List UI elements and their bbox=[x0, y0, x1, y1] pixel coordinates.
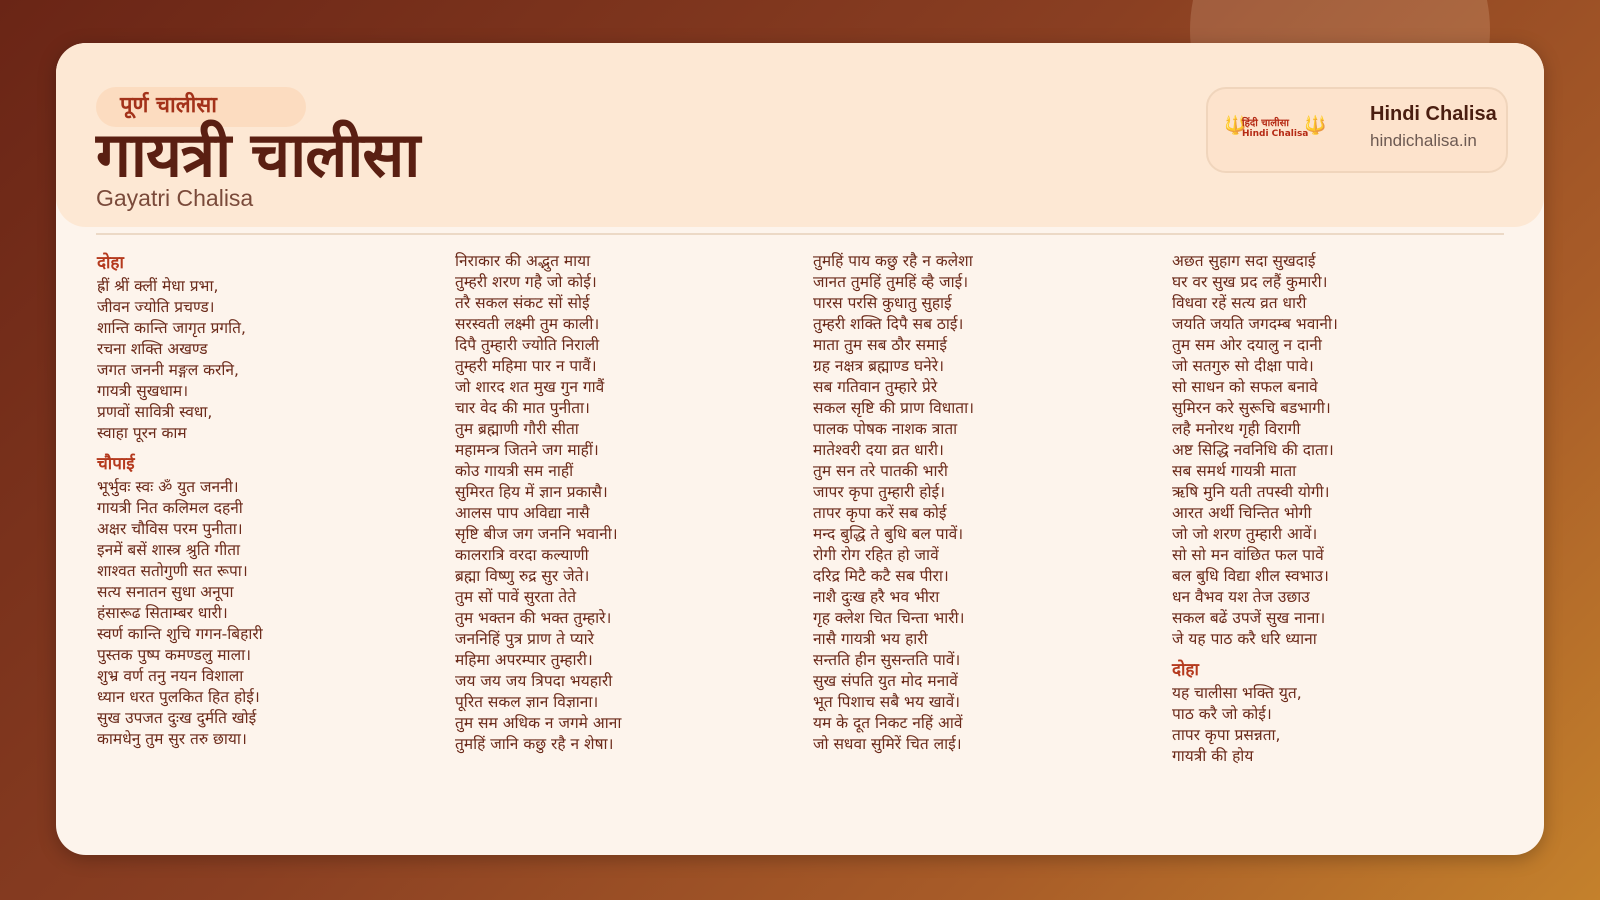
verse-line: भूत पिशाच सबै भय खावें। bbox=[813, 693, 961, 711]
verse-line: शाश्वत सतोगुणी सत रूपा। bbox=[97, 562, 248, 580]
verse-line: तुमहिं जानि कछु रहै न शेषा। bbox=[455, 735, 614, 753]
verse-line: सकल सृष्टि की प्राण विधाता। bbox=[813, 399, 975, 417]
verse-line: पालक पोषक नाशक त्राता bbox=[813, 420, 958, 438]
verse-line: ह्रीं श्रीं क्लीं मेधा प्रभा, bbox=[97, 277, 219, 295]
verse-column-3 bbox=[813, 251, 1153, 755]
verse-line: विधवा रहें सत्य व्रत धारी bbox=[1172, 294, 1307, 312]
verse-line: सृष्टि बीज जग जननि भवानी। bbox=[455, 525, 618, 543]
verse-line: ग्रह नक्षत्र ब्रह्माण्ड घनेरे। bbox=[813, 357, 944, 375]
verse-line: माता तुम सब ठौर समाई bbox=[813, 336, 948, 354]
verse-line: जानत तुमहिं तुमहिं व्है जाई। bbox=[813, 273, 969, 291]
verse-line: इनमें बसें शास्त्र श्रुति गीता bbox=[97, 541, 241, 559]
section-heading: चौपाई bbox=[97, 454, 135, 474]
verse-line: ब्रह्मा विष्णु रुद्र सुर जेते। bbox=[455, 567, 590, 585]
verse-line: नासै गायत्री भय हारी bbox=[813, 630, 928, 648]
verse-line: जो सतगुरु सो दीक्षा पावे। bbox=[1172, 357, 1314, 375]
trishul-icon: 🔱 bbox=[1224, 115, 1247, 136]
verse-line: भूर्भुवः स्वः ॐ युत जननी। bbox=[97, 478, 239, 496]
brand-url[interactable]: hindichalisa.in bbox=[1370, 131, 1477, 150]
verse-line: स्वाहा पूरन काम bbox=[97, 424, 187, 442]
header bbox=[56, 43, 1544, 227]
verse-line: तुमहिं पाय कछु रहै न कलेशा bbox=[813, 252, 973, 270]
verse-line: सब समर्थ गायत्री माता bbox=[1172, 462, 1297, 480]
verse-line: जयति जयति जगदम्ब भवानी। bbox=[1172, 315, 1338, 333]
brand-badge[interactable] bbox=[1206, 87, 1508, 173]
verse-column-2 bbox=[455, 251, 795, 755]
verse-line: रचना शक्ति अखण्ड bbox=[97, 340, 208, 358]
verse-line: गायत्री नित कलिमल दहनी bbox=[97, 499, 243, 517]
verse-line: गायत्री की होय bbox=[1172, 747, 1254, 765]
verse-line: पारस परसि कुधातु सुहाई bbox=[813, 294, 952, 312]
verse-line: जीवन ज्योति प्रचण्ड। bbox=[97, 298, 215, 316]
verse-line: सब गतिवान तुम्हारे प्रेरे bbox=[813, 378, 938, 396]
verse-section bbox=[455, 251, 795, 755]
verse-line: तुम सों पावें सुरता तेते bbox=[455, 588, 577, 606]
verse-line: तुम भक्तन की भक्त तुम्हारे। bbox=[455, 609, 612, 627]
verse-line: यम के दूत निकट नहिं आवें bbox=[813, 714, 963, 732]
verse-line: पुस्तक पुष्प कमण्डलु माला। bbox=[97, 646, 251, 664]
verse-line: यह चालीसा भक्ति युत, bbox=[1172, 684, 1302, 702]
verse-line: अक्षर चौविस परम पुनीता। bbox=[97, 520, 243, 538]
verse-line: दरिद्र मिटै कटै सब पीरा। bbox=[813, 567, 949, 585]
brand-logo bbox=[1224, 115, 1327, 145]
verse-line: महिमा अपरम्पार तुम्हारी। bbox=[455, 651, 593, 669]
verse-section bbox=[813, 251, 1153, 755]
verse-line: सुख उपजत दुःख दुर्मति खोई bbox=[97, 709, 257, 727]
verse-line: जय जय जय त्रिपदा भयहारी bbox=[455, 672, 613, 690]
verse-line: सो साधन को सफल बनावे bbox=[1172, 378, 1318, 396]
verse-line: ऋषि मुनि यती तपस्वी योगी। bbox=[1172, 483, 1330, 501]
verse-line: तुम ब्रह्माणी गौरी सीता bbox=[455, 420, 579, 438]
verse-line: आलस पाप अविद्या नासै bbox=[455, 504, 590, 522]
verse-line: तुम्हरी महिमा पार न पावैं। bbox=[455, 357, 597, 375]
verse-line: बल बुधि विद्या शील स्वभाउ। bbox=[1172, 567, 1329, 585]
verse-line: प्रणवों सावित्री स्वधा, bbox=[97, 403, 213, 421]
page-subtitle: Gayatri Chalisa bbox=[96, 185, 254, 211]
verse-line: लहै मनोरथ गृही विरागी bbox=[1172, 420, 1301, 438]
verse-line: गृह क्लेश चित चिन्ता भारी। bbox=[813, 609, 965, 627]
logo-english-text: Hindi Chalisa bbox=[1242, 129, 1309, 139]
verse-line: सो सो मन वांछित फल पावें bbox=[1172, 546, 1324, 564]
verse-line: सुमिरत हिय में ज्ञान प्रकासै। bbox=[455, 483, 608, 501]
verse-line: महामन्त्र जितने जग माहीं। bbox=[455, 441, 599, 459]
verse-line: सरस्वती लक्ष्मी तुम काली। bbox=[455, 315, 600, 333]
verse-line: सुख संपति युत मोद मनावें bbox=[813, 672, 958, 690]
verse-section bbox=[97, 251, 437, 444]
verse-line: घर वर सुख प्रद लहैं कुमारी। bbox=[1172, 273, 1328, 291]
verse-line: अछत सुहाग सदा सुखदाई bbox=[1172, 252, 1316, 270]
verse-line: अष्ट सिद्धि नवनिधि की दाता। bbox=[1172, 441, 1334, 459]
verse-line: तापर कृपा करें सब कोई bbox=[813, 504, 947, 522]
verse-line: शान्ति कान्ति जागृत प्रगति, bbox=[97, 319, 246, 337]
verse-line: ध्यान धरत पुलकित हित होई। bbox=[97, 688, 260, 706]
verse-line: तुम्हरी शरण गहै जो कोई। bbox=[455, 273, 597, 291]
verse-line: तुम सम अधिक न जगमे आना bbox=[455, 714, 622, 732]
verse-column-4 bbox=[1172, 251, 1512, 767]
verse-line: हंसारूढ सिताम्बर धारी। bbox=[97, 604, 228, 622]
logo-hindi-text: हिंदी चालीसा bbox=[1242, 118, 1289, 129]
verse-line: जापर कृपा तुम्हारी होई। bbox=[813, 483, 946, 501]
verse-line: जे यह पाठ करै धरि ध्याना bbox=[1172, 630, 1317, 648]
verse-line: जननिहिं पुत्र प्राण ते प्यारे bbox=[455, 630, 594, 648]
verse-line: कामधेनु तुम सुर तरु छाया। bbox=[97, 730, 247, 748]
verse-line: सकल बढें उपजें सुख नाना। bbox=[1172, 609, 1326, 627]
verse-line: शुभ्र वर्ण तनु नयन विशाला bbox=[97, 667, 244, 685]
verse-line: निराकार की अद्भुत माया bbox=[455, 252, 591, 270]
category-tag-label: पूर्ण चालीसा bbox=[120, 93, 217, 118]
verse-line: गायत्री सुखधाम। bbox=[97, 382, 189, 400]
verse-line: जो जो शरण तुम्हारी आवें। bbox=[1172, 525, 1318, 543]
verse-section bbox=[1172, 251, 1512, 650]
verse-line: कोउ गायत्री सम नाहीं bbox=[455, 462, 574, 480]
verse-line: मन्द बुद्धि ते बुधि बल पावें। bbox=[813, 525, 964, 543]
verse-line: धन वैभव यश तेज उछाउ bbox=[1172, 588, 1310, 606]
verse-section bbox=[1172, 658, 1512, 767]
trishul-icon: 🔱 bbox=[1304, 115, 1327, 136]
verse-line: तरै सकल संकट सों सोई bbox=[455, 294, 590, 312]
section-heading: दोहा bbox=[1172, 660, 1199, 680]
verse-column-1 bbox=[97, 251, 437, 750]
chalisa-card bbox=[56, 43, 1544, 855]
verse-line: सुमिरन करे सुरूचि बडभागी। bbox=[1172, 399, 1331, 417]
verse-line: दिपै तुम्हारी ज्योति निराली bbox=[455, 336, 600, 354]
verse-line: सत्य सनातन सुधा अनूपा bbox=[97, 583, 234, 601]
verse-line: पाठ करै जो कोई। bbox=[1172, 705, 1272, 723]
verse-line: जो शारद शत मुख गुन गावैं bbox=[455, 378, 605, 396]
verse-line: जो सधवा सुमिरें चित लाई। bbox=[813, 735, 962, 753]
verse-line: तुम सन तरे पातकी भारी bbox=[813, 462, 948, 480]
verse-line: तुम सम ओर दयालु न दानी bbox=[1172, 336, 1322, 354]
verse-line: तापर कृपा प्रसन्नता, bbox=[1172, 726, 1281, 744]
section-heading: दोहा bbox=[97, 253, 124, 273]
page-title: गायत्री चालीसा bbox=[96, 118, 420, 191]
verse-line: जगत जननी मङ्गल करनि, bbox=[97, 361, 239, 379]
verse-line: तुम्हरी शक्ति दिपै सब ठाई। bbox=[813, 315, 964, 333]
verse-line: रोगी रोग रहित हो जावें bbox=[813, 546, 939, 564]
verse-line: पूरित सकल ज्ञान विज्ञाना। bbox=[455, 693, 599, 711]
verse-line: मातेश्वरी दया व्रत धारी। bbox=[813, 441, 944, 459]
verse-line: सन्तति हीन सुसन्तति पावें। bbox=[813, 651, 961, 669]
verse-section bbox=[97, 452, 437, 750]
verse-line: आरत अर्थी चिन्तित भोगी bbox=[1172, 504, 1312, 522]
brand-name: Hindi Chalisa bbox=[1370, 103, 1497, 125]
verse-line: स्वर्ण कान्ति शुचि गगन-बिहारी bbox=[97, 625, 263, 643]
verse-line: नाशै दुःख हरै भव भीरा bbox=[813, 588, 940, 606]
verse-line: चार वेद की मात पुनीता। bbox=[455, 399, 590, 417]
verse-line: कालरात्रि वरदा कल्याणी bbox=[455, 546, 589, 564]
divider bbox=[96, 233, 1504, 235]
